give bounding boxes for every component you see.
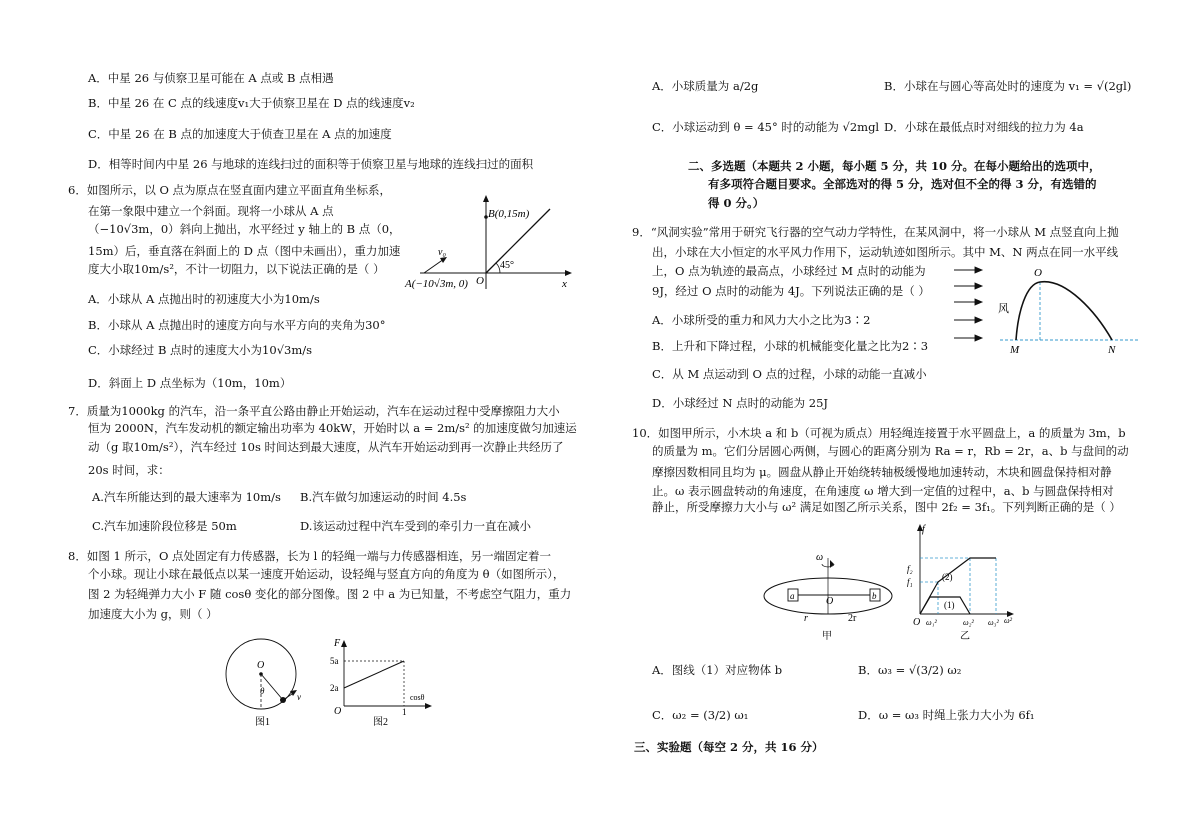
yi-caption: 乙	[960, 631, 970, 642]
f1-label: f₁	[907, 577, 913, 587]
q9-stem-line-1: 9．“风洞实验”常用于研究飞行器的空气动力学特性，在某风洞中，将一小球从 M 点竖直向上抛	[632, 225, 1119, 239]
q6-option-d: D．斜面上 D 点坐标为（10m，10m）	[88, 376, 292, 390]
q9-stem-line-3: 上，O 点为轨迹的最高点，小球经过 M 点时的动能为	[652, 264, 926, 278]
q5-option-a: A．中星 26 与侦察卫星可能在 A 点或 B 点相遇	[88, 71, 334, 85]
q9-option-c: C．从 M 点运动到 O 点的过程，小球的动能一直减小	[652, 367, 927, 381]
q5-option-c: C．中星 26 在 B 点的加速度大于侦查卫星在 A 点的加速度	[88, 127, 392, 141]
theta-label: θ	[260, 686, 265, 696]
q10-option-c: C．ω₂ = (3/2) ω₁	[652, 708, 749, 722]
q6-stem-line-3: （−10√3m，0）斜向上抛出，水平经过 y 轴上的 B 点（0，	[88, 222, 401, 236]
q6-stem-line-5: 度大小取10m/s²，不计一切阻力，以下说法正确的是（ ）	[88, 262, 385, 276]
f-axis-label: F	[334, 638, 341, 649]
q10-graph-o-label: O	[913, 617, 921, 628]
q10-option-d: D．ω = ω₃ 时绳上张力大小为 6f₁	[858, 708, 1035, 722]
q8-stem-line-2: 个小球。现让小球在最低点以某一速度开始运动，设轻绳与竖直方向的角度为 θ（如图所示），	[88, 567, 565, 581]
q7-option-c: C.汽车加速阶段位移是 50m	[92, 519, 237, 533]
q8-stem-line-1: 8．如图 1 所示，O 点处固定有力传感器，长为 l 的轻绳一端与力传感器相连，另一端固定着一	[68, 549, 552, 563]
q10-stem-line-4: 止。ω 表示圆盘转动的角速度，在角速度 ω 增大到一定值的过程中，a、b 与圆盘保持相对	[652, 484, 1114, 498]
q8-option-d: D．小球在最低点时对细线的拉力为 4a	[884, 120, 1084, 134]
fig2-o-label: O	[334, 706, 342, 717]
q9-option-b: B．上升和下降过程，小球的机械能变化量之比为2∶3	[652, 339, 929, 353]
q7-option-a: A.汽车所能达到的最大速率为 10m/s	[92, 490, 281, 504]
q9-figure	[950, 262, 1150, 358]
q7-stem-line-4: 20s 时间，求：	[88, 463, 170, 477]
fig1-caption: 图1	[255, 717, 270, 728]
x-axis-label: x	[562, 278, 567, 290]
q7-stem-line-3: 动（g 取10m/s²），汽车经过 10s 时间达到最大速度，从汽车开始运动到再一次静止共经历了	[88, 440, 564, 454]
q6-option-c: C．小球经过 B 点时的速度大小为10√3m/s	[88, 343, 313, 357]
q7-option-b: B.汽车做匀加速运动的时间 4.5s	[300, 490, 467, 504]
q9-option-a: A．小球所受的重力和风力大小之比为3∶2	[652, 313, 871, 327]
curve-2-label: (2)	[942, 572, 953, 582]
section3-heading: 三、实验题（每空 2 分，共 16 分）	[634, 740, 824, 754]
section2-heading-line-1: 二、多选题（本题共 2 小题，每小题 5 分，共 10 分。在每小题给出的选项中，	[688, 159, 1101, 173]
v-label: v	[297, 692, 301, 702]
q6-option-b: B．小球从 A 点抛出时的速度方向与水平方向的夹角为30°	[88, 318, 386, 332]
q6-figure	[400, 195, 580, 295]
q9-stem-line-4: 9J，经过 O 点时的动能为 4J。下列说法正确的是（ ）	[652, 284, 930, 298]
origin-label: O	[476, 275, 484, 287]
fig2-caption: 图2	[373, 717, 388, 728]
omega-label: ω	[816, 552, 824, 563]
q10-stem-line-3: 摩擦因数相同且均为 μ。圆盘从静止开始绕转轴极缓慢地加速转动，木块和圆盘保持相对静	[652, 465, 1112, 479]
q8-option-c: C．小球运动到 θ = 45° 时的动能为 √2mgl	[652, 120, 880, 134]
q6-stem-line-2: 在第一象限中建立一个斜面。现将一小球从 A 点	[88, 204, 334, 218]
q8-option-b: B．小球在与圆心等高处时的速度为 v₁ = √(2gl)	[884, 79, 1132, 93]
q8-figures	[215, 630, 455, 730]
m-label: M	[1010, 344, 1020, 356]
w-axis-label: ω²	[1004, 616, 1013, 625]
wind-label: 风	[998, 303, 1009, 315]
q6-option-a: A．小球从 A 点抛出时的初速度大小为10m/s	[88, 292, 320, 306]
q7-stem-line-2: 恒为 2000N，汽车发动机的额定输出功率为 40kW，开始时以 a = 2m/s² 的加速度做匀加速运	[88, 421, 577, 435]
f-label: f	[922, 524, 925, 535]
point-b-label: B(0,15m)	[488, 208, 530, 220]
q8-stem-line-3: 图 2 为轻绳弹力大小 F 随 cosθ 变化的部分图像。图 2 中 a 为已知量，不考虑空气阻力，重力	[88, 587, 572, 601]
q10-stem-line-5: 静止，所受摩擦力大小与 ω² 满足如图乙所示关系，图中 2f₂ = 3f₁。下列判断正确的是（ ）	[652, 500, 1121, 514]
block-a-label: a	[790, 591, 795, 601]
q7-option-d: D.该运动过程中汽车受到的牵引力一直在减小	[300, 519, 531, 533]
section2-heading-line-3: 得 0 分。）	[708, 196, 765, 210]
q10-figure	[760, 522, 1020, 644]
w2-label: ω₂²	[963, 618, 974, 627]
q10-stem-line-2: 的质量为 m。它们分居圆心两侧，与圆心的距离分别为 Ra = r，Rb = 2r，a、b 与盘间的动	[652, 444, 1129, 458]
one-label: 1	[402, 707, 407, 717]
r-label: r	[804, 613, 808, 624]
2a-label: 2a	[330, 683, 339, 693]
angle-label: 45°	[500, 260, 514, 271]
n-label: N	[1108, 344, 1116, 356]
q6-stem-line-4: 15m）后，垂直落在斜面上的 D 点（图中未画出），重力加速	[88, 244, 401, 258]
q8-stem-line-4: 加速度大小为 g，则（ ）	[88, 607, 218, 621]
block-b-label: b	[872, 591, 877, 601]
q5-option-b: B．中星 26 在 C 点的线速度v₁大于侦察卫星在 D 点的线速度v₂	[88, 96, 415, 110]
curve-1-label: (1)	[944, 600, 955, 610]
section2-heading-line-2: 有多项符合题目要求。全部选对的得 5 分，选对但不全的得 3 分，有选错的	[708, 177, 1097, 191]
q9-option-d: D．小球经过 N 点时的动能为 25J	[652, 396, 828, 410]
jia-caption: 甲	[822, 631, 832, 642]
q10-stem-line-1: 10．如图甲所示，小木块 a 和 b（可视为质点）用轻绳连接置于水平圆盘上，a 的质量为 3m，b	[632, 426, 1126, 440]
w3-label: ω₃²	[988, 618, 999, 627]
2r-label: 2r	[848, 613, 857, 624]
q10-disk-o-label: O	[826, 596, 834, 607]
cos-label: cosθ	[410, 693, 425, 702]
q9-o-label: O	[1034, 267, 1042, 279]
q9-stem-line-2: 出，小球在大小恒定的水平风力作用下，运动轨迹如图所示。其中 M、N 两点在同一水平线	[652, 245, 1119, 259]
q7-stem-line-1: 7．质量为1000kg 的汽车，沿一条平直公路由静止开始运动，汽车在运动过程中受摩擦阻力大小	[68, 404, 560, 418]
w1-label: ω₁²	[926, 618, 937, 627]
v0-label: v₀	[438, 247, 446, 258]
q10-option-b: B．ω₃ = √(3/2) ω₂	[858, 663, 962, 677]
q5-option-d: D．相等时间内中星 26 与地球的连线扫过的面积等于侦察卫星与地球的连线扫过的面积	[88, 157, 534, 171]
q8-option-a: A．小球质量为 a/2g	[652, 79, 759, 93]
q10-option-a: A．图线（1）对应物体 b	[652, 663, 783, 677]
q6-stem-line-1: 6．如图所示，以 O 点为原点在竖直面内建立平面直角坐标系，	[68, 183, 392, 197]
f2-label: f₂	[907, 564, 913, 574]
fig1-o-label: O	[257, 660, 265, 671]
point-a-label: A(−10√3m, 0)	[405, 278, 468, 290]
5a-label: 5a	[330, 656, 339, 666]
